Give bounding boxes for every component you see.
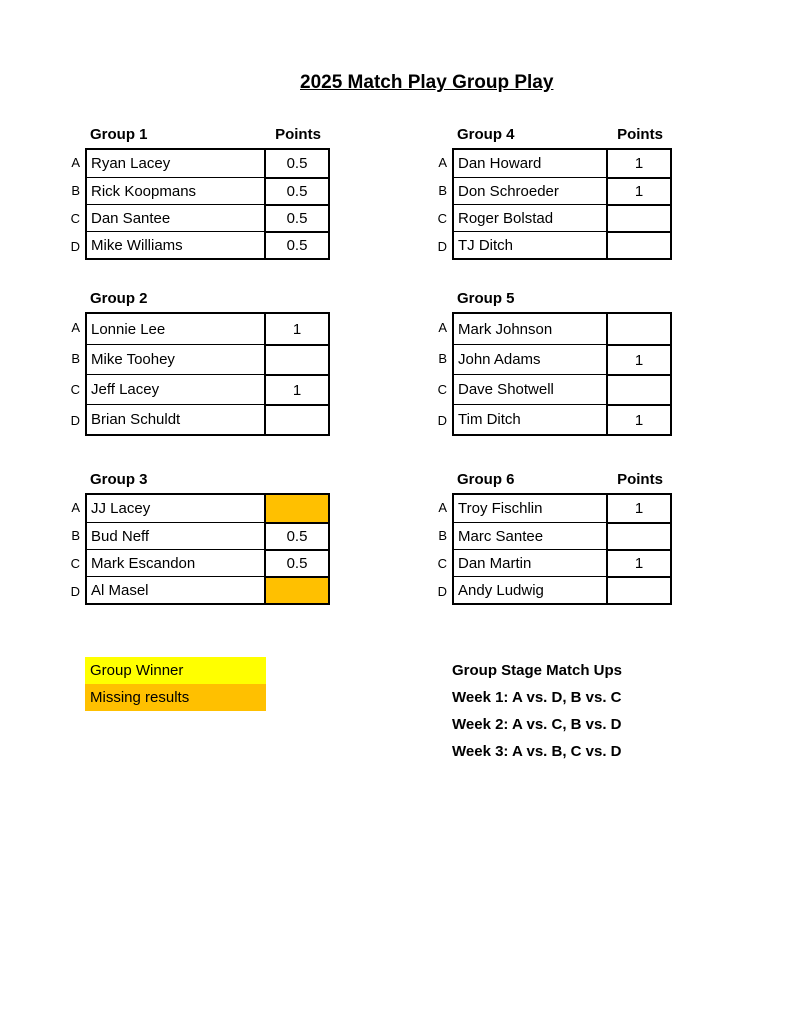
points-cell [606, 576, 670, 603]
row-label: C [70, 382, 80, 397]
table-row [87, 204, 328, 231]
row-label: B [438, 527, 447, 543]
group-title: Group 2 [90, 290, 148, 307]
row-label: C [70, 555, 80, 571]
legend-label: Group Winner [90, 662, 184, 679]
points-cell [606, 314, 670, 344]
player-name-cell: Mike Williams [87, 231, 264, 258]
player-name-cell: Dan Howard [458, 155, 542, 172]
legend-group-winner [85, 657, 266, 684]
player-name-cell: Tim Ditch [454, 404, 606, 434]
player-name-cell: Lonnie Lee [91, 320, 166, 338]
table-row [454, 495, 670, 522]
page-title: 2025 Match Play Group Play [300, 72, 554, 93]
player-name-cell: TJ Ditch [454, 231, 606, 258]
group-1-section [63, 126, 330, 260]
row-label-column [63, 312, 85, 436]
row-label: B [438, 182, 447, 198]
group-title: Group 5 [457, 290, 515, 307]
table-row [87, 344, 328, 374]
points-cell: 0.5 [264, 231, 328, 258]
table-row [454, 314, 670, 344]
table-row [454, 344, 670, 374]
player-name-cell: Rick Koopmans [87, 177, 264, 204]
group-table [85, 148, 330, 260]
points-cell: 1 [606, 344, 670, 374]
points-cell [264, 344, 328, 374]
row-label: C [70, 210, 80, 226]
table-row [87, 404, 328, 434]
table-row [87, 576, 328, 603]
group-title: Group 6 [457, 471, 515, 488]
row-label: C [437, 382, 447, 397]
group-4-section [430, 126, 672, 260]
points-cell: 0.5 [264, 204, 328, 231]
table-row [87, 177, 328, 204]
row-label-column [63, 148, 85, 260]
table-row [454, 204, 670, 231]
points-cell: 1 [606, 549, 670, 576]
points-cell: 1 [264, 374, 328, 404]
player-name-cell: Marc Santee [454, 522, 606, 549]
player-name-cell: Brian Schuldt [87, 404, 264, 434]
player-name-cell: Mark Escandon [87, 549, 264, 576]
points-cell: 0.5 [264, 549, 328, 576]
player-name-cell: Troy Fischlin [458, 500, 543, 517]
matchup-week-3: Week 3: A vs. B, C vs. D [452, 743, 622, 760]
group-title: Group 1 [90, 126, 148, 143]
player-name-cell: Jeff Lacey [87, 374, 264, 404]
table-row [454, 374, 670, 404]
row-label: B [71, 351, 80, 366]
legend-missing-results [85, 684, 266, 711]
row-label: C [437, 210, 447, 226]
table-row [454, 576, 670, 603]
player-name-cell: Don Schroeder [454, 177, 606, 204]
row-label: C [437, 555, 447, 571]
points-header: Points [617, 126, 663, 143]
points-cell: 0.5 [264, 522, 328, 549]
matchups-block [452, 657, 622, 765]
table-row [87, 231, 328, 258]
group-table [452, 493, 672, 605]
points-cell: 1 [606, 404, 670, 434]
points-header: Points [617, 471, 663, 488]
row-label: B [71, 527, 80, 543]
row-label: A [71, 499, 80, 515]
player-name-cell: Mike Toohey [87, 344, 264, 374]
player-name-cell: Dan Santee [87, 204, 264, 231]
points-cell: 0.5 [264, 177, 328, 204]
matchup-week-2: Week 2: A vs. C, B vs. D [452, 716, 622, 733]
table-row [454, 522, 670, 549]
group-title: Group 4 [457, 126, 515, 143]
row-label-column [430, 312, 452, 436]
player-name-cell: Roger Bolstad [454, 204, 606, 231]
points-header: Points [275, 126, 321, 143]
points-cell [606, 374, 670, 404]
points-cell [606, 522, 670, 549]
player-name-cell: Al Masel [87, 576, 264, 603]
group-5-section [430, 290, 672, 436]
row-label: A [438, 320, 447, 335]
group-table [452, 148, 672, 260]
player-name-cell: Ryan Lacey [91, 155, 171, 172]
legend [85, 657, 266, 711]
player-name-cell: JJ Lacey [91, 500, 151, 517]
points-cell: 0.5 [264, 150, 328, 177]
row-label-column [430, 493, 452, 605]
player-name-cell: Dan Martin [454, 549, 606, 576]
player-name-cell: Mark Johnson [458, 320, 553, 338]
row-label: A [438, 499, 447, 515]
table-row [87, 314, 328, 344]
row-label-column [63, 493, 85, 605]
table-row [454, 549, 670, 576]
row-label: D [437, 238, 447, 254]
table-row [87, 495, 328, 522]
table-row [87, 374, 328, 404]
group-2-section [63, 290, 330, 436]
legend-label: Missing results [90, 689, 190, 706]
table-row [454, 231, 670, 258]
points-cell-missing [264, 495, 328, 522]
points-cell-missing [264, 576, 328, 603]
table-row [87, 522, 328, 549]
player-name-cell: John Adams [454, 344, 606, 374]
points-cell [264, 404, 328, 434]
row-label: A [71, 320, 80, 335]
row-label: B [438, 351, 447, 366]
table-row [454, 404, 670, 434]
row-label: B [71, 182, 80, 198]
row-label: D [437, 583, 447, 599]
points-cell [606, 231, 670, 258]
table-row [454, 150, 670, 177]
group-table [452, 312, 672, 436]
points-cell: 1 [606, 150, 670, 177]
row-label: D [70, 413, 80, 428]
row-label: D [437, 413, 447, 428]
table-row [87, 549, 328, 576]
row-label: D [70, 238, 80, 254]
row-label: A [71, 154, 80, 170]
points-cell: 1 [264, 314, 328, 344]
group-6-section [430, 471, 672, 605]
table-row [454, 177, 670, 204]
player-name-cell: Bud Neff [87, 522, 264, 549]
table-row [87, 150, 328, 177]
row-label: D [70, 583, 80, 599]
group-table [85, 493, 330, 605]
points-cell: 1 [606, 495, 670, 522]
player-name-cell: Andy Ludwig [454, 576, 606, 603]
points-cell [606, 204, 670, 231]
group-3-section [63, 471, 330, 605]
row-label: A [438, 154, 447, 170]
player-name-cell: Dave Shotwell [454, 374, 606, 404]
matchup-week-1: Week 1: A vs. D, B vs. C [452, 689, 622, 706]
row-label-column [430, 148, 452, 260]
group-title: Group 3 [90, 471, 148, 488]
matchups-title: Group Stage Match Ups [452, 662, 623, 679]
group-table [85, 312, 330, 436]
points-cell: 1 [606, 177, 670, 204]
